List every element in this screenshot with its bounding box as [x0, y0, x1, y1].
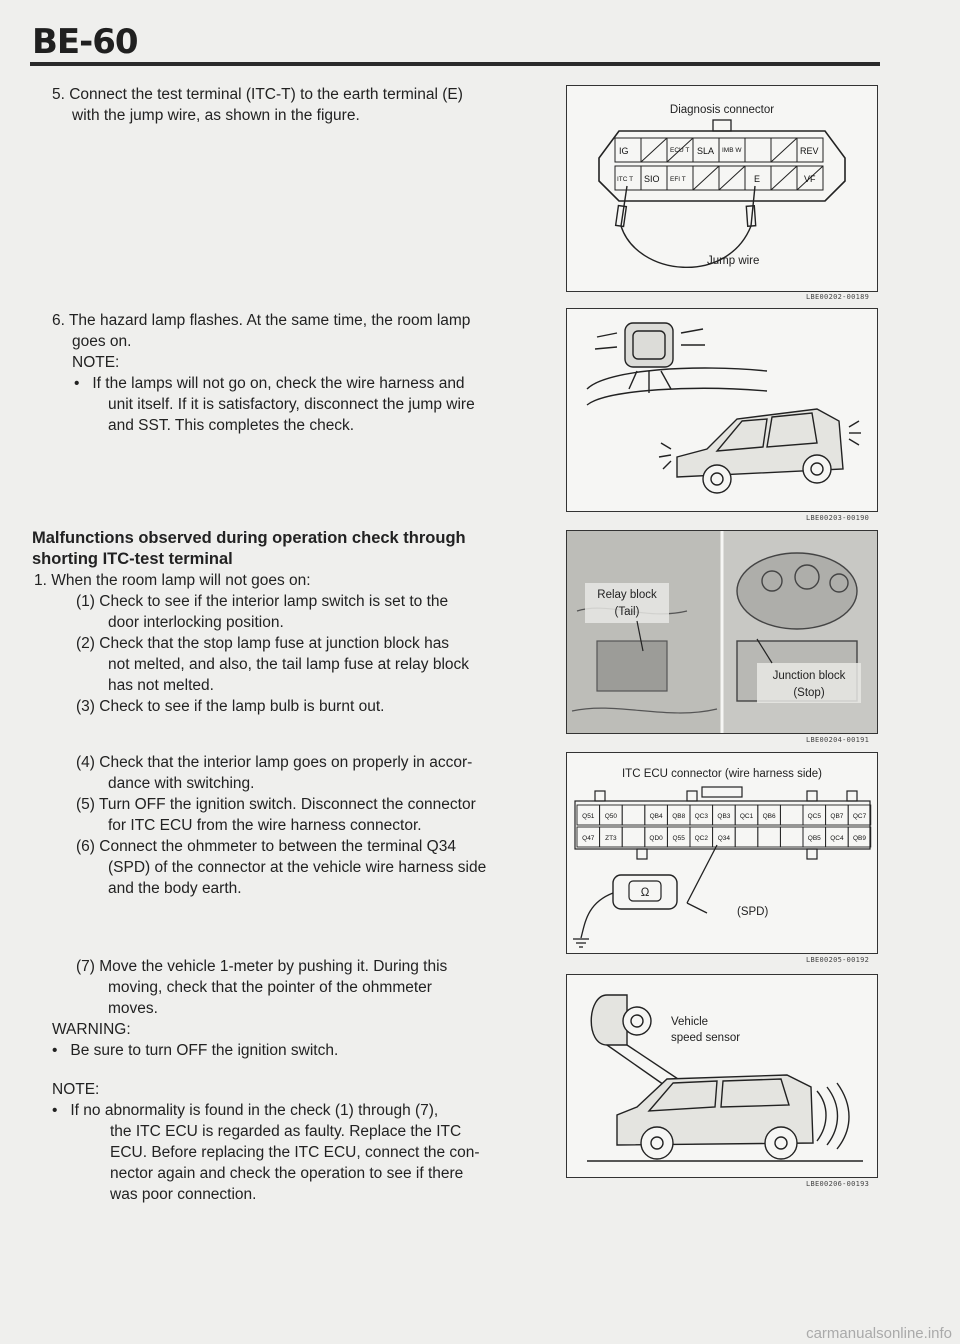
- step5-text-cont: with the jump wire, as shown in the figure.: [72, 107, 360, 124]
- step6-block: [52, 310, 552, 436]
- cell-itc-t: ITC T: [617, 176, 634, 183]
- cell-ecu-t: ECU T: [670, 147, 690, 154]
- check6-line3: and the body earth.: [108, 880, 242, 897]
- check7-line1: (7) Move the vehicle 1-meter by pushing it. During this: [76, 958, 448, 975]
- ohm-symbol: Ω: [640, 887, 650, 899]
- ecu-cell: [735, 827, 758, 847]
- ecu-cell-label: Q50: [604, 813, 618, 820]
- cell-imb-w: IMB W: [722, 147, 742, 154]
- engine-bay-photo: [567, 531, 722, 733]
- ecu-cell: [622, 827, 645, 847]
- warning1: • Be sure to turn OFF the ignition switch.: [52, 1042, 339, 1059]
- check7-line2: moving, check that the pointer of the ohmmeter: [108, 979, 432, 996]
- ecu-cell-label: QC3: [694, 813, 708, 820]
- ecu-cell-label: QB8: [672, 813, 686, 820]
- section-b-block2: [32, 752, 552, 899]
- check3-line1: (3) Check to see if the lamp bulb is burnt out.: [76, 698, 385, 715]
- ecu-cell-label: QB9: [852, 835, 867, 842]
- ecu-cell-label: QB6: [762, 813, 776, 820]
- fig4-id: LBE00205-00192: [806, 956, 870, 964]
- cell-sla: SLA: [697, 146, 715, 156]
- note1-line1: • If the lamps will not go on, check the wire harness and: [74, 375, 465, 392]
- room-lamp-illustration: [587, 323, 767, 405]
- ecu-cell-label: Q47: [582, 835, 595, 842]
- check6-line1: (6) Connect the ohmmeter to between the terminal Q34: [76, 838, 456, 855]
- speed-sensor-label-2: speed sensor: [671, 1032, 741, 1044]
- check1-line1: (1) Check to see if the interior lamp switch is set to the: [76, 593, 449, 610]
- cell-ig: IG: [619, 146, 629, 156]
- check5-line2: for ITC ECU from the wire harness connector.: [108, 817, 422, 834]
- note1-line2: unit itself. If it is satisfactory, disconnect the jump wire: [108, 396, 475, 413]
- note1-line3: and SST. This completes the check.: [108, 417, 355, 434]
- step6-text: 6. The hazard lamp flashes. At the same time, the room lamp: [52, 312, 471, 329]
- cell-rev: REV: [800, 146, 819, 156]
- check4-line2: dance with switching.: [108, 775, 255, 792]
- section-b-block: [32, 528, 552, 717]
- ecu-cell-label: Q51: [582, 813, 595, 820]
- jump-wire-label: Jump wire: [707, 255, 760, 267]
- figure-diagnosis-connector: [566, 85, 878, 292]
- step6-text-cont: goes on.: [72, 333, 132, 350]
- fig2-id: LBE00203-00190: [806, 514, 870, 522]
- cell-efi-t: EFI T: [670, 176, 686, 183]
- fig1-id: LBE00202-00189: [806, 293, 870, 301]
- section-heading: Malfunctions observed during operation check through: [32, 529, 466, 547]
- ecu-cell-label: QD0: [649, 835, 663, 842]
- vehicle-illustration: [587, 1075, 863, 1161]
- note2-line1: • If no abnormality is found in the check (1) through (7),: [52, 1102, 439, 1119]
- ecu-cell-label: QB5: [807, 835, 821, 842]
- connector-latch: [713, 120, 731, 131]
- check2-line1: (2) Check that the stop lamp fuse at junction block has: [76, 635, 450, 652]
- ecu-cell: [758, 827, 781, 847]
- check2-line2: not melted, and also, the tail lamp fuse at relay block: [108, 656, 470, 673]
- figure-room-lamp: [566, 308, 878, 512]
- ecu-cell-label: QC5: [807, 813, 821, 820]
- watermark: carmanualsonline.info: [806, 1325, 952, 1342]
- ecu-cell-label: QB4: [649, 813, 663, 820]
- check6-line2: (SPD) of the connector at the vehicle wire harness side: [108, 859, 487, 876]
- page-code: BE-60: [32, 22, 138, 62]
- check1-line2: door interlocking position.: [108, 614, 284, 631]
- ecu-cell-label: Q55: [672, 835, 685, 842]
- ecu-cell-label: QC2: [694, 835, 708, 842]
- item1: 1. When the room lamp will not goes on:: [34, 572, 311, 589]
- tail-label: (Tail): [614, 606, 640, 618]
- fig3-id: LBE00204-00191: [806, 736, 870, 744]
- ecu-cell-label: QC7: [852, 813, 867, 820]
- fig4-title: ITC ECU connector (wire harness side): [621, 768, 823, 780]
- cell-vf: VF: [804, 174, 816, 184]
- fig1-title: Diagnosis connector: [669, 104, 775, 116]
- note2-label: NOTE:: [52, 1081, 100, 1098]
- cell-sio: SIO: [644, 174, 660, 184]
- ecu-cell-label: QC1: [739, 813, 754, 820]
- car-illustration: [659, 409, 861, 493]
- figure-vehicle-speed-sensor: [566, 974, 878, 1178]
- section-heading-cont: shorting ITC-test terminal: [32, 550, 233, 568]
- cell-e: E: [754, 174, 761, 184]
- note2-line2: the ITC ECU is regarded as faulty. Replace the ITC: [110, 1123, 462, 1140]
- fig5-id: LBE00206-00193: [806, 1180, 870, 1188]
- section-b-block3: [32, 956, 552, 1205]
- ecu-cell-label: ZT3: [605, 835, 617, 842]
- ecu-cell-label: Q34: [717, 835, 731, 842]
- check7-line3: moves.: [108, 1000, 158, 1017]
- junction-block-label: Junction block: [772, 670, 846, 682]
- ecu-cell-label: QB3: [717, 813, 731, 820]
- step5-block: [52, 84, 552, 126]
- step5-text: 5. Connect the test terminal (ITC-T) to the earth terminal (E): [52, 86, 463, 103]
- ohmmeter: [613, 875, 677, 909]
- figure-relay-junction: [566, 530, 878, 734]
- stop-label: (Stop): [793, 687, 825, 699]
- ecu-cell-label: QC4: [830, 835, 844, 842]
- header-rule: [30, 62, 880, 66]
- connector-cells-top: [615, 138, 823, 162]
- ecu-connector-grid: [577, 805, 871, 847]
- check4-line1: (4) Check that the interior lamp goes on properly in accor-: [76, 754, 473, 771]
- ecu-cell: [780, 805, 803, 825]
- check5-line1: (5) Turn OFF the ignition switch. Disconnect the connector: [76, 796, 476, 813]
- note2-line4: nector again and check the operation to see if there: [110, 1165, 464, 1182]
- note2-line5: was poor connection.: [110, 1186, 257, 1203]
- check2-line3: has not melted.: [108, 677, 214, 694]
- ecu-cell-label: QB7: [830, 813, 844, 820]
- ecu-cell: [622, 805, 645, 825]
- figure-itc-ecu-connector: [566, 752, 878, 954]
- spd-label: (SPD): [737, 906, 769, 918]
- speed-sensor-label-1: Vehicle: [671, 1016, 709, 1028]
- warning-label: WARNING:: [52, 1021, 131, 1038]
- note2-line3: ECU. Before replacing the ITC ECU, connect the con-: [110, 1144, 480, 1161]
- relay-block-label: Relay block: [597, 589, 657, 601]
- ecu-cell: [780, 827, 803, 847]
- note-label: NOTE:: [72, 354, 120, 371]
